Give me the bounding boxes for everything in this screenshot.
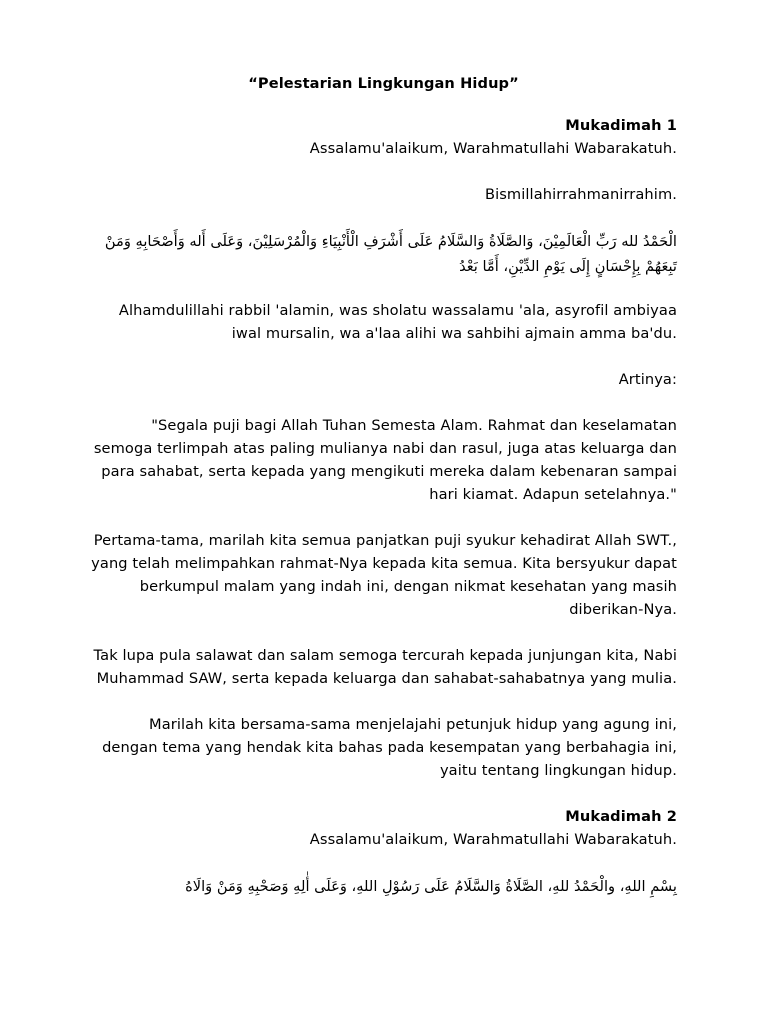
paragraph-theme: Marilah kita bersama-sama menjelajahi petunjuk hidup yang agung ini, dengan tema yang hendak kita bahas pada kesempatan yang berbahagia ini, yaitu tentang lingkungan hidup. [102,716,677,779]
mukadimah-1-greeting: Assalamu'alaikum, Warahmatullahi Wabarakatuh. [309,140,677,157]
document-page [90,72,677,899]
mukadimah-2-greeting: Assalamu'alaikum, Warahmatullahi Wabarakatuh. [309,831,677,848]
document-title: “Pelestarian Lingkungan Hidup” [248,75,519,92]
basmalah-text: Bismillahirrahmanirrahim. [484,186,677,203]
translation-text: "Segala puji bagi Allah Tuhan Semesta Alam. Rahmat dan keselamatan semoga terlimpah atas paling mulianya nabi dan rasul, juga atas keluarga dan para sahabat, serta kepada yang mengikuti mereka dalam kebenaran sampai hari kiamat. Adapun setelahnya." [93,417,677,503]
paragraph-salawat: Tak lupa pula salawat dan salam semoga tercurah kepada junjungan kita, Nabi Muhammad SAW, serta kepada keluarga dan sahabat-sahabatnya yang mulia. [93,647,677,687]
transliteration-text: Alhamdulillahi rabbil 'alamin, was sholatu wassalamu 'ala, asyrofil ambiyaa iwal mursalin, wa a'laa alihi wa sahbihi ajmain amma ba'du. [118,302,677,342]
mukadimah-1-heading: Mukadimah 1 [565,117,677,134]
mukadimah-2-heading: Mukadimah 2 [565,808,677,825]
arabic-opening-1: الْحَمْدُ لله رَبِّ الْعَالَمِيْنَ، وَالصَّلَاةُ وَالسَّلَامُ عَلَى أَشْرَفِ الْأَنْبِيَاءِ وَالْمُرْسَلِيْنَ، وَعَلَى أَله وَأَصْحَابِهِ وَمَنْ تَبِعَهُمْ بِإِحْسَانٍ إِلَى يَوْمِ الدِّيْنِ، أَمَّا بَعْدُ [104,233,677,275]
artinya-label: Artinya: [618,371,677,388]
paragraph-gratitude: Pertama-tama, marilah kita semua panjatkan puji syukur kehadirat Allah SWT., yang telah melimpahkan rahmat-Nya kepada kita semua. Kita bersyukur dapat berkumpul malam yang indah ini, dengan nikmat kesehatan yang masih diberikan-Nya. [91,532,677,618]
arabic-opening-2: بِسْمِ اللهِ، والْحَمْدُ للهِ، الصَّلَاةُ وَالسَّلَامُ عَلَى رَسُوْلِ اللهِ، وَعَلَى أٰلِهِ وَصَحْبِهِ وَمَنْ وَالَاهُ [185,878,677,895]
